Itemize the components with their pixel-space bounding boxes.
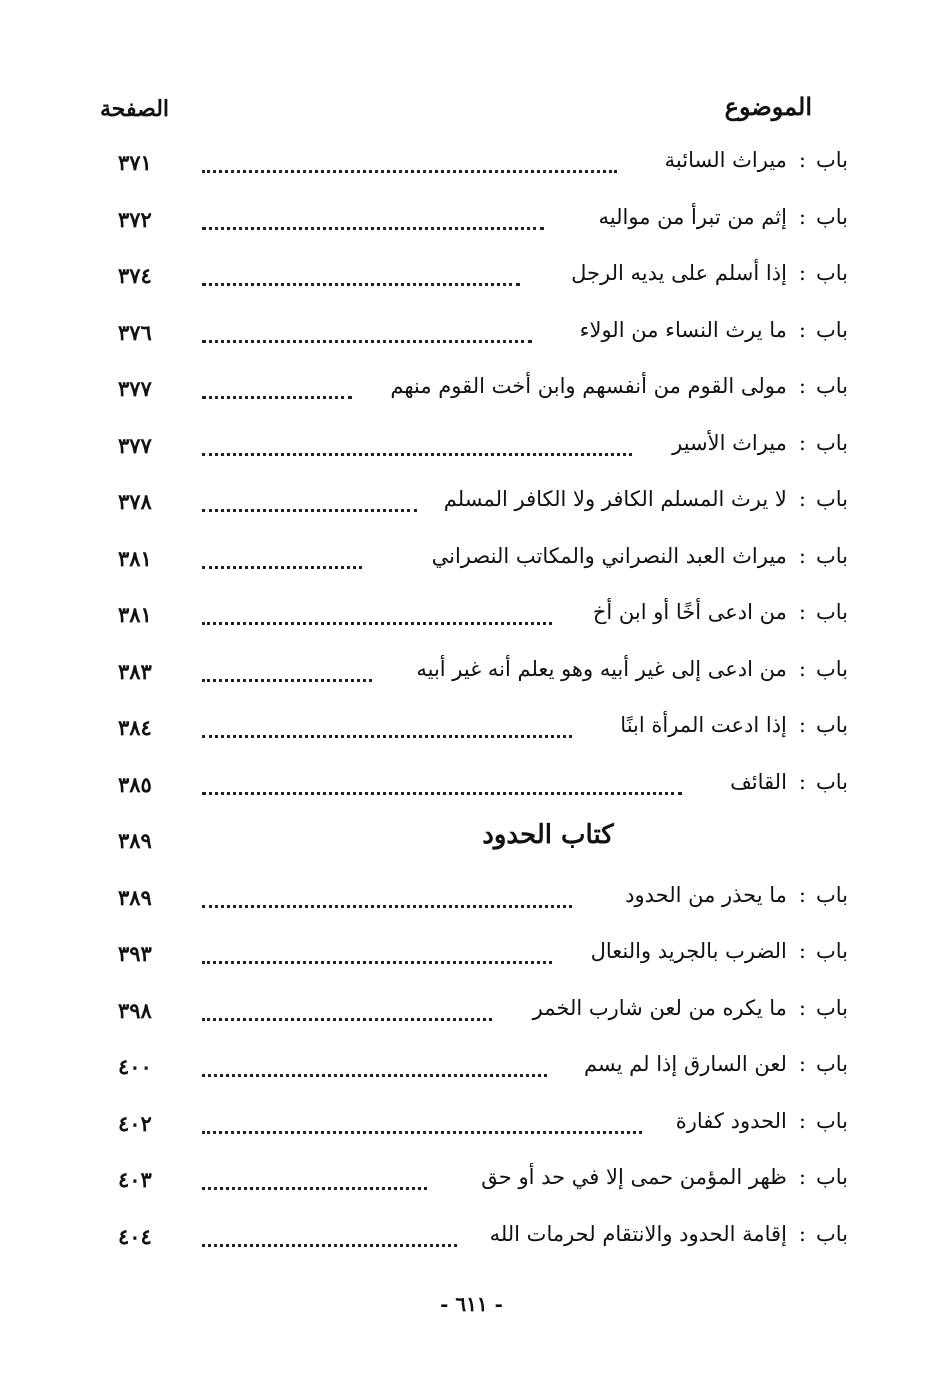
entry-separator: :: [798, 1052, 806, 1076]
entry-prefix: باب: [815, 148, 848, 172]
entry-page-number: ٤٠٢: [118, 1110, 152, 1136]
entry-separator: :: [798, 487, 806, 511]
entry-separator: :: [798, 939, 806, 963]
entry-prefix: باب: [815, 939, 848, 963]
entry-prefix: باب: [815, 374, 848, 398]
entry-page-number: ٣٨٤: [118, 715, 152, 740]
entry-separator: :: [798, 995, 806, 1020]
toc-entry: [118, 931, 848, 988]
entry-title: ميراث الأسير: [672, 430, 787, 455]
entry-text: [666, 1109, 848, 1133]
entry-text: [570, 318, 848, 342]
section-heading-row: [118, 818, 848, 875]
entry-title: ما يحذر من الحدود: [625, 882, 787, 907]
entry-page-number: ٣٧٦: [118, 319, 152, 345]
entry-title: إذا أسلم على يديه الرجل: [571, 261, 787, 285]
entry-prefix: باب: [815, 1221, 848, 1246]
entry-page-number: ٣٧٢: [118, 206, 152, 232]
entry-separator: :: [798, 600, 806, 624]
entry-text: [523, 996, 848, 1020]
entry-text: [589, 205, 848, 229]
dot-leader: [202, 550, 362, 569]
entry-page-number: ٣٨٥: [118, 771, 152, 797]
entry-page-number: ٣٨١: [118, 602, 152, 627]
entry-page-number: ٣٩٨: [118, 997, 152, 1023]
dot-leader: [202, 945, 552, 964]
topic-column-heading: الموضوع: [724, 92, 812, 121]
entry-title: ميراث العبد النصراني والمكاتب النصراني: [431, 543, 787, 568]
entry-title: لعن السارق إذا لم يسم: [583, 1052, 787, 1076]
dot-leader: [202, 437, 632, 456]
entry-text: [655, 148, 848, 172]
entry-page-number: ٣٨٩: [118, 884, 152, 910]
entry-title: إذا ادعت المرأة ابنًا: [620, 713, 787, 737]
entry-page-number: ٣٨١: [118, 545, 152, 571]
entry-title: ما يكره من لعن شارب الخمر: [532, 995, 787, 1020]
entry-separator: :: [798, 1165, 806, 1189]
entry-prefix: باب: [815, 430, 848, 455]
toc-entry: [118, 1157, 848, 1214]
entry-page-number: ٣٧٨: [118, 489, 152, 514]
entry-prefix: باب: [815, 600, 848, 624]
entry-title: الضرب بالجريد والنعال: [590, 939, 787, 963]
toc-entry: [118, 253, 848, 310]
entry-prefix: باب: [815, 261, 848, 285]
toc-entry: [118, 988, 848, 1045]
entry-separator: :: [798, 317, 806, 342]
entry-prefix: باب: [815, 882, 848, 907]
dot-leader: [202, 719, 572, 738]
entry-title: ميراث السائبة: [664, 148, 787, 172]
entry-title: ظهر المؤمن حمى إلا في حد أو حق: [481, 1165, 787, 1189]
dot-leader: [202, 380, 352, 399]
section-title: كتاب الحدود: [482, 820, 614, 850]
entry-prefix: باب: [815, 713, 848, 737]
dot-leader: [202, 211, 544, 230]
entry-text: [406, 657, 848, 681]
page-number: - ٦١١ -: [440, 1292, 503, 1316]
entry-text: [422, 544, 848, 568]
entry-title: إثم من تبرأ من مواليه: [598, 204, 787, 229]
entry-title: إقامة الحدود والانتقام لحرمات الله: [489, 1221, 787, 1246]
entry-prefix: باب: [815, 769, 848, 794]
entry-page-number: ٣٩٣: [118, 941, 152, 966]
toc-entry: [118, 649, 848, 706]
entry-text: [583, 600, 848, 624]
dot-leader: [202, 267, 520, 286]
toc-entry: [118, 423, 848, 480]
entry-prefix: باب: [815, 656, 848, 681]
entry-text: [610, 713, 848, 737]
entry-text: [471, 1165, 848, 1189]
entry-separator: :: [798, 430, 806, 455]
entry-title: من ادعى أخًا أو ابن أخ: [592, 600, 787, 624]
dot-leader: [202, 1058, 547, 1077]
toc-entry: [118, 1214, 848, 1271]
entry-separator: :: [798, 713, 806, 737]
entry-title: مولى القوم من أنفسهم وابن أخت القوم منهم: [390, 374, 787, 398]
toc-entry: [118, 1101, 848, 1158]
entry-separator: :: [798, 1221, 806, 1246]
entry-text: [615, 883, 848, 907]
entry-prefix: باب: [815, 487, 848, 511]
entry-title: الحدود كفارة: [675, 1108, 787, 1133]
toc-entry: [118, 536, 848, 593]
dot-leader: [202, 1228, 457, 1247]
toc-entry: [118, 366, 848, 423]
entry-prefix: باب: [815, 204, 848, 229]
toc-entry: [118, 1044, 848, 1101]
dot-leader: [202, 889, 572, 908]
entry-prefix: باب: [815, 1052, 848, 1076]
entry-text: [720, 770, 848, 794]
dot-leader: [202, 1171, 427, 1190]
dot-leader: [202, 663, 372, 682]
entry-prefix: باب: [815, 1165, 848, 1189]
entry-page-number: ٣٧١: [118, 150, 152, 175]
toc-entry: [118, 197, 848, 254]
dot-leader: [202, 776, 682, 795]
entry-text: [561, 261, 848, 285]
dot-leader: [202, 1002, 492, 1021]
entry-text: [581, 939, 848, 963]
dot-leader: [202, 606, 552, 625]
entry-prefix: باب: [815, 543, 848, 568]
table-of-contents: [118, 140, 848, 1270]
dot-leader: [202, 154, 617, 173]
entry-page-number: ٣٧٧: [118, 376, 152, 401]
dot-leader: [202, 324, 532, 343]
entry-separator: :: [798, 148, 806, 172]
entry-title: لا يرث المسلم الكافر ولا الكافر المسلم: [443, 487, 787, 511]
toc-entry: [118, 705, 848, 762]
entry-text: [480, 1222, 848, 1246]
entry-text: [574, 1052, 848, 1076]
entry-separator: :: [798, 204, 806, 229]
entry-text: [662, 431, 848, 455]
toc-entry: [118, 762, 848, 819]
entry-page-number: ٣٧٧: [118, 432, 152, 458]
entry-separator: :: [798, 543, 806, 568]
entry-title: من ادعى إلى غير أبيه وهو يعلم أنه غير أبيه: [416, 656, 787, 681]
toc-entry: [118, 592, 848, 649]
entry-page-number: ٤٠٤: [118, 1223, 152, 1249]
section-page-number: ٣٨٩: [118, 828, 152, 853]
entry-title: ما يرث النساء من الولاء: [579, 317, 787, 342]
toc-entry: [118, 875, 848, 932]
entry-separator: :: [798, 1108, 806, 1133]
entry-page-number: ٤٠٠: [118, 1054, 152, 1079]
entry-page-number: ٣٨٣: [118, 658, 152, 684]
entry-separator: :: [798, 261, 806, 285]
toc-header: [100, 92, 812, 132]
dot-leader: [202, 493, 417, 512]
entry-text: [380, 374, 848, 398]
entry-text: [434, 487, 848, 511]
entry-page-number: ٣٧٤: [118, 263, 152, 288]
page-column-heading: الصفحة: [100, 96, 170, 122]
dot-leader: [202, 1115, 642, 1134]
toc-entry: [118, 140, 848, 197]
entry-separator: :: [798, 769, 806, 794]
entry-page-number: ٤٠٣: [118, 1167, 152, 1192]
toc-entry: [118, 479, 848, 536]
entry-prefix: باب: [815, 317, 848, 342]
entry-separator: :: [798, 882, 806, 907]
entry-separator: :: [798, 374, 806, 398]
entry-prefix: باب: [815, 995, 848, 1020]
entry-prefix: باب: [815, 1108, 848, 1133]
entry-separator: :: [798, 656, 806, 681]
toc-entry: [118, 310, 848, 367]
entry-title: القائف: [730, 769, 787, 794]
